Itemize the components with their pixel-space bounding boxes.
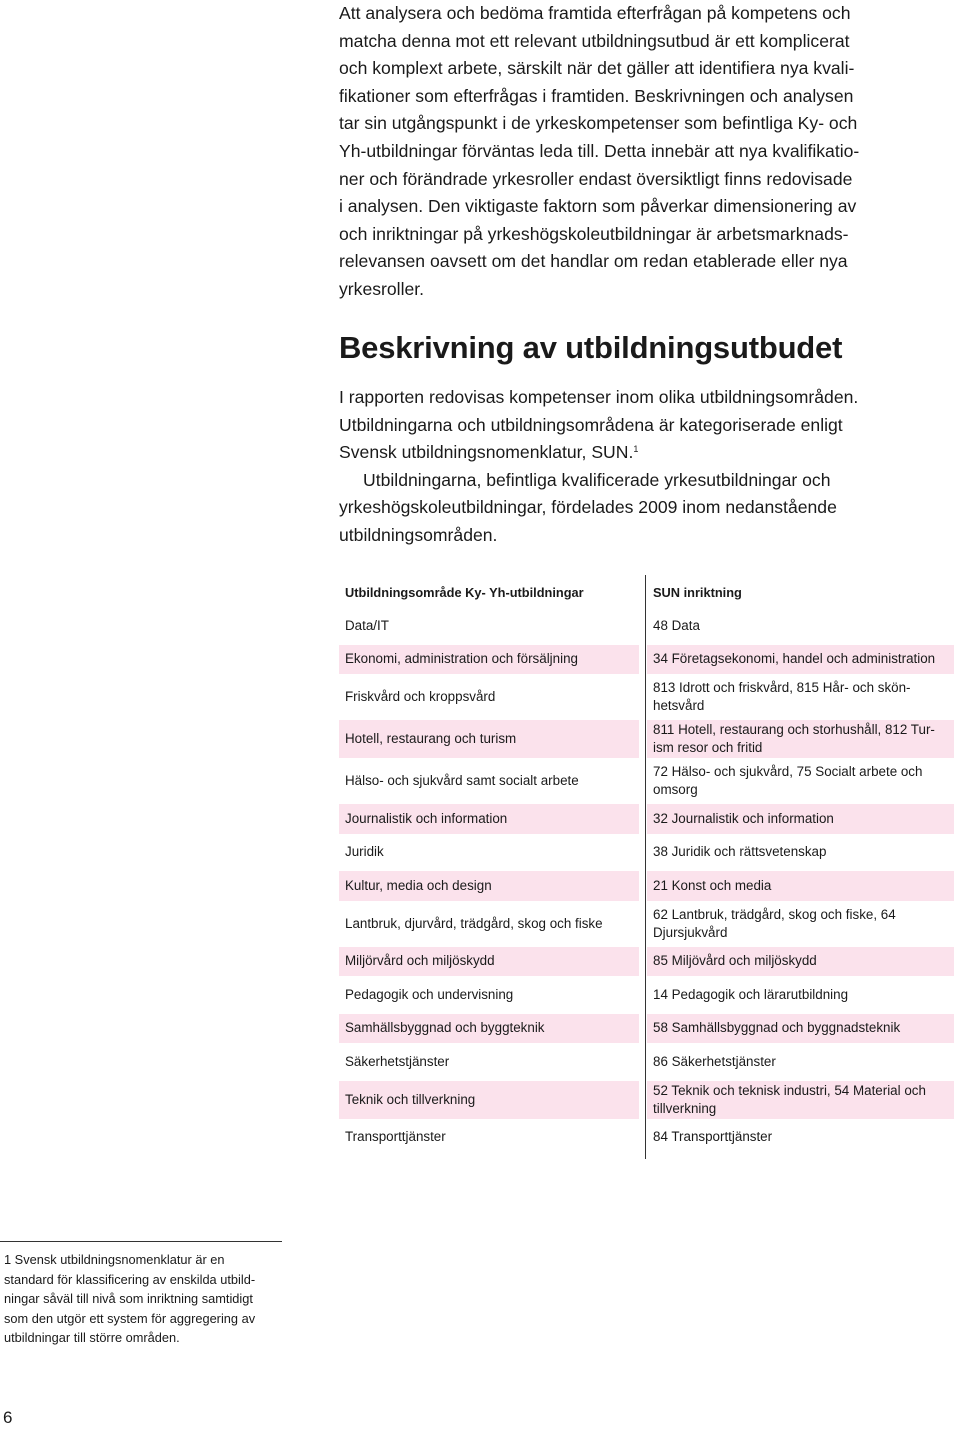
section-line: yrkeshögskoleutbildningar, fördelades 2009 inom nedanstående bbox=[339, 497, 837, 518]
cell-text bbox=[653, 877, 771, 895]
cell-education-area bbox=[339, 905, 639, 943]
cell-line: ism resor och fritid bbox=[653, 740, 763, 755]
cell-line: 85 Miljövård och miljöskydd bbox=[653, 953, 817, 969]
intro-line: i analysen. Den viktigaste faktorn som påverkar dimensionering av bbox=[339, 196, 857, 217]
intro-line: och inriktningar på yrkeshögskoleutbildningar är arbetsmarknads- bbox=[339, 223, 849, 244]
cell-sun bbox=[647, 1081, 954, 1119]
table-row bbox=[339, 643, 954, 677]
cell-line: Djursjukvård bbox=[653, 924, 728, 940]
page-number: 6 bbox=[3, 1408, 13, 1427]
cell-line: 14 Pedagogik och lärarutbildning bbox=[653, 986, 849, 1002]
section-line: utbildningsområden. bbox=[339, 524, 498, 545]
cell-education-area bbox=[339, 611, 639, 641]
cell-line: tillverkning bbox=[653, 1100, 717, 1116]
cell-sun bbox=[647, 980, 954, 1010]
cell-line: hetsvård bbox=[653, 698, 705, 713]
cell-line: 21 Konst och media bbox=[653, 877, 772, 893]
cell-text bbox=[653, 679, 911, 715]
cell-sun bbox=[647, 645, 954, 675]
cell-text: Kultur, media och design bbox=[345, 877, 492, 893]
cell-education-area bbox=[339, 720, 639, 758]
cell-line: 811 Hotell, restaurang och storhushåll, 812 Tur- bbox=[653, 722, 935, 737]
cell-education-area bbox=[339, 1081, 639, 1119]
cell-line: 62 Lantbruk, trädgård, skog och fiske, 64 bbox=[653, 906, 896, 922]
section-heading: Beskrivning av utbildningsutbudet bbox=[339, 330, 843, 365]
cell-sun bbox=[647, 1123, 954, 1153]
cell-education-area bbox=[339, 762, 639, 800]
footnote-line: 1 Svensk utbildningsnomenklatur är en bbox=[4, 1252, 225, 1267]
cell-text: Miljörvård och miljöskydd bbox=[345, 953, 495, 969]
header-education-area: Utbildningsområde Ky- Yh-utbildningar bbox=[345, 585, 584, 600]
table-row bbox=[339, 1012, 954, 1046]
intro-line: relevansen oavsett om det handlar om redan etablerade eller nya bbox=[339, 251, 848, 272]
cell-text bbox=[653, 952, 817, 970]
intro-line: Att analysera och bedöma framtida efterfrågan på kompetens och bbox=[339, 3, 851, 23]
table-body bbox=[339, 609, 954, 1154]
cell-line: 813 Idrott och friskvård, 815 Hår- och skön- bbox=[653, 680, 911, 695]
section-line: Utbildningarna och utbildningsområdena är kategoriserade enligt bbox=[339, 414, 843, 435]
cell-text bbox=[653, 650, 935, 668]
intro-line: tar sin utgångspunkt i de yrkeskompetenser som befintliga Ky- och bbox=[339, 113, 858, 134]
table-row bbox=[339, 1079, 954, 1121]
cell-text bbox=[653, 843, 826, 861]
cell-line: 72 Hälso- och sjukvård, 75 Socialt arbete och bbox=[653, 764, 923, 779]
header-sun: SUN inriktning bbox=[653, 585, 742, 600]
cell-text: Pedagogik och undervisning bbox=[345, 986, 514, 1002]
footnote bbox=[4, 1250, 289, 1348]
cell-line: 48 Data bbox=[653, 617, 700, 633]
section-line: Utbildningarna, befintliga kvalificerade yrkesutbildningar och bbox=[363, 469, 831, 490]
cell-text: Samhällsbyggnad och byggteknik bbox=[345, 1020, 545, 1036]
table-row bbox=[339, 802, 954, 836]
cell-education-area bbox=[339, 871, 639, 901]
cell-sun bbox=[647, 905, 954, 943]
cell-sun bbox=[647, 678, 954, 716]
footnote-line: som den utgör ett system för aggregering av bbox=[4, 1310, 256, 1326]
cell-sun bbox=[647, 804, 954, 834]
section-line: Svensk utbildningsnomenklatur, SUN. bbox=[339, 442, 634, 463]
cell-education-area bbox=[339, 980, 639, 1010]
table-row bbox=[339, 676, 954, 718]
table-row bbox=[339, 718, 954, 760]
cell-text: Lantbruk, djurvård, trädgård, skog och fiske bbox=[345, 915, 603, 931]
cell-sun bbox=[647, 838, 954, 868]
intro-paragraph bbox=[339, 0, 939, 304]
table-header bbox=[339, 575, 954, 609]
cell-education-area bbox=[339, 947, 639, 977]
cell-text: Friskvård och kroppsvård bbox=[345, 689, 496, 704]
cell-line: omsorg bbox=[653, 782, 698, 797]
cell-education-area bbox=[339, 838, 639, 868]
cell-text bbox=[653, 1019, 900, 1037]
intro-line: yrkesroller. bbox=[339, 278, 425, 299]
cell-line: 58 Samhällsbyggnad och byggnadsteknik bbox=[653, 1020, 901, 1036]
table-row bbox=[339, 836, 954, 870]
education-table bbox=[339, 575, 954, 1154]
cell-text: Hotell, restaurang och turism bbox=[345, 731, 517, 746]
cell-text bbox=[653, 617, 700, 635]
section-body bbox=[339, 384, 939, 550]
cell-education-area bbox=[339, 1047, 639, 1077]
footnote-line: ningar såväl till nivå som inriktning samtidigt bbox=[4, 1291, 253, 1306]
intro-line: matcha denna mot ett relevant utbildningsutbud är ett komplicerat bbox=[339, 30, 850, 51]
cell-education-area bbox=[339, 1014, 639, 1044]
cell-line: 84 Transporttjänster bbox=[653, 1129, 773, 1145]
cell-sun bbox=[647, 1014, 954, 1044]
cell-education-area bbox=[339, 804, 639, 834]
cell-text: Säkerhetstjänster bbox=[345, 1053, 450, 1069]
intro-line: och komplext arbete, särskilt när det gäller att identifiera nya kvali- bbox=[339, 58, 855, 79]
footnote-marker[interactable]: 1 bbox=[633, 444, 639, 455]
table-row bbox=[339, 903, 954, 945]
table-row bbox=[339, 760, 954, 802]
cell-education-area bbox=[339, 678, 639, 716]
footnote-rule bbox=[0, 1241, 282, 1242]
cell-text bbox=[653, 810, 834, 828]
cell-sun bbox=[647, 1047, 954, 1077]
intro-line: Yh-utbildningar förväntas leda till. Detta innebär att nya kvalifikatio- bbox=[339, 140, 860, 161]
cell-sun bbox=[647, 947, 954, 977]
section-paragraph-1 bbox=[339, 384, 939, 467]
cell-sun bbox=[647, 720, 954, 758]
table-row bbox=[339, 978, 954, 1012]
cell-text bbox=[653, 906, 896, 942]
cell-text: Journalistik och information bbox=[345, 810, 508, 826]
cell-line: 38 Juridik och rättsvetenskap bbox=[653, 844, 827, 860]
cell-line: 32 Journalistik och information bbox=[653, 810, 834, 826]
table-row bbox=[339, 1045, 954, 1079]
cell-text bbox=[653, 763, 922, 799]
cell-text: Teknik och tillverkning bbox=[345, 1091, 476, 1107]
table-row bbox=[339, 869, 954, 903]
cell-line: 52 Teknik och teknisk industri, 54 Material och bbox=[653, 1082, 926, 1098]
cell-education-area bbox=[339, 1123, 639, 1153]
cell-text bbox=[653, 986, 848, 1004]
cell-line: 86 Säkerhetstjänster bbox=[653, 1053, 776, 1069]
table-row bbox=[339, 945, 954, 979]
cell-text: Transporttjänster bbox=[345, 1129, 446, 1145]
cell-text: Juridik bbox=[345, 844, 384, 860]
section-line: I rapporten redovisas kompetenser inom olika utbildningsområden. bbox=[339, 387, 859, 407]
intro-line: ner och förändrade yrkesroller endast översiktligt finns redovisade bbox=[339, 168, 853, 189]
table-row bbox=[339, 1121, 954, 1155]
cell-text bbox=[653, 1053, 776, 1071]
intro-line: fikationer som efterfrågas i framtiden. Beskrivningen och analysen bbox=[339, 85, 854, 106]
footnote-line: utbildningar till större områden. bbox=[4, 1330, 180, 1345]
table-row bbox=[339, 609, 954, 643]
cell-line: 34 Företagsekonomi, handel och administration bbox=[653, 651, 936, 667]
cell-text bbox=[653, 1082, 926, 1118]
cell-text bbox=[653, 721, 935, 757]
section-paragraph-2 bbox=[339, 467, 939, 550]
cell-sun bbox=[647, 611, 954, 641]
cell-education-area bbox=[339, 645, 639, 675]
cell-text: Data/IT bbox=[345, 617, 389, 633]
cell-text bbox=[653, 1128, 772, 1146]
cell-text: Hälso- och sjukvård samt socialt arbete bbox=[345, 773, 579, 788]
cell-sun bbox=[647, 871, 954, 901]
cell-sun bbox=[647, 762, 954, 800]
cell-text: Ekonomi, administration och försäljning bbox=[345, 651, 578, 667]
footnote-line: standard för klassificering av enskilda utbild- bbox=[4, 1271, 256, 1287]
